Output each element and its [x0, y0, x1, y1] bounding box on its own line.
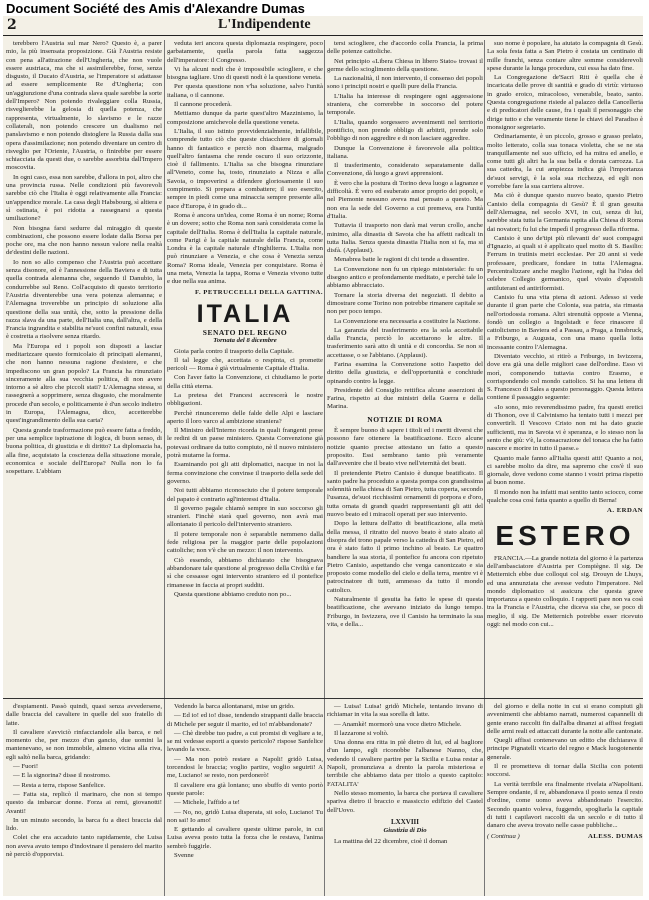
notizie-paragraph: Il pretendente Pietro Canisio è dunque beatificato. Il santo padre ha proceduto a questa pompa con grandissima solennità nella chiesa di San Pietro, tutta coperta, secondo l'usanza, de'suoi ricchissimi ornamenti di porpora e d'oro, tutta ornata di grandi quadri rappresentanti gli atti del nuovo beato ed i miracoli operati per suo intervento. [327, 469, 483, 519]
feuilleton-paragraph: — Michele, l'affido a te! [174, 799, 240, 807]
article-paragraph: Io non so allo compenso che l'Austria può accettare senza disonore, ed è l'annessione della Baviera e di tutta quella contrada alemanna che, seguendo il Danubio, la condurrebbe sul Reno. Coll'acquisto di questo territorio l'Austria diventerebbe una vera potenza alemanna; e l'Alemagna troverebbe un principio di soluzione alla questione della sua unità, che, sotto la pressione della razza slava da una parte, dell'Italia una, dall'altra, e della Francia ingrandita e stabilita ne'suoi confini naturali, essa è costretta a risolvere senza ritardo. [6, 258, 162, 341]
feuilleton-paragraph: Nello stesso momento, la barca che portava il cavaliere spariva dietro il braccio e massiccio edifizio del Castel dell'Uovo. [327, 789, 483, 814]
article-paragraph: Mettiamo dunque da parte quest'altro Mazzinismo, la composizione amichevole della questione veneta. [167, 110, 323, 126]
article-paragraph: Vi ha alcuni nodi che è impossibile sciogliere, e che bisogna tagliare. Uno di questi nodi è la questione veneta. [167, 65, 323, 82]
feuilleton-paragraph: Il cavaliere s'avviciò rinfacciandole alla barca, e nel momento che, per mezzo d'un gancio, due uomini la mantenevano, se non immobile, almeno vicina alla riva, egli saltò nella barca, gridando: [6, 728, 162, 761]
notizie-roma-heading: NOTIZIE DI ROMA [367, 414, 443, 424]
article-paragraph: La Congregazione de'Sacri Riti è quella che è incaricata delle prove di santità e grado di virtù: virtuoso in grado eroico, miracoloso, venerabile, beato, santo. Questa congregazione risiede al palazzo della Cancelleria e di predicatori delle cause, fra i quali il personaggio che dirige tutto e che veramente tiene le chiavi del Paradiso è monsignor segretario. [487, 74, 643, 131]
article-paragraph: Menabrea batte le ragioni di chi tende a dissentire. [334, 256, 469, 264]
senate-paragraph: Gioia parla contro il trasporto della Capitale. [174, 347, 294, 355]
column-1-article [6, 40, 162, 694]
article-paragraph: Diventato vecchio, si ritirò a Friburgo, in Isvizzera, dove era già una delle migliori case dell'ordine. Esso vi morì, componendo tuttavia contro Erasmo, e corrispondendo col mondo cattolico. Si ha una lettera di S. Francesco di Sales a questo personaggio. Questa lettera contiene il passaggio seguente: [487, 352, 643, 402]
feuilleton-paragraph: Quegli affissi contenevano un editto che dichiarava il principe Pignatelli vicario del regno e Mack luogotenente generale. [487, 737, 643, 761]
column-separator [164, 40, 165, 896]
article-paragraph: Quanto male fanno all'Italia questi atti! Quanto a noi, ci sarebbe molto da dire, ma sapremo che cos'è il suo giornale, dove vedono come stanno i vostri prima rispetto al buon nome. [487, 454, 643, 487]
article-paragraph: Presidente del Consiglio rettifica alcune asserzioni di Farina, rispetto ai due ministri della Guerra e della Marina. [327, 386, 483, 411]
article-paragraph: suo nome è popolare, ha aiutato la compagnia di Gesù. La sola festa fatta a San Pietro è costata un centinaio di mille franchi, senza contare altre somme considerevoli spese durante la lunga procedura, cui essa ha dato fine. [487, 40, 643, 72]
feuilleton-paragraph: — Ed io! ed io! disse, tendendo strappanti dalle braccia di Michele per seguir il marito, ed io! m'abbandonate? [167, 712, 323, 728]
feuilleton-paragraph: Il re prometteva di tornar dalla Sicilia con potenti soccorsi. [487, 763, 643, 779]
article-paragraph: In ogni caso, essa non sarebbe, d'allora in poi, altro che una provincia russa. Nelle condizioni più favorevoli sarebbe ciò che l'Italia è oggi relativamente alla Francia: un'appendice morale. La casa degli Habsbourg, sì altiera e sì ostinata, è poi ridotta a rassegnarsi a questa umiliazione? [6, 173, 162, 223]
article-paragraph: Il trasferimento, considerato separatamente dalla Convenzione, dà luogo a gravi apprensioni. [327, 162, 483, 178]
page-number: 2 [7, 17, 17, 33]
senate-paragraph: Esaminando poi gli atti diplomatici, nacque in noi la ferma convinzione che convinse il trasporto della sede del governo. [167, 461, 323, 485]
senate-paragraph: Con l'aver fatto la Convenzione, ci chiudiamo le porte della città eterna. [167, 374, 323, 390]
article-paragraph: Per questa questione non v'ha soluzione, salvo l'unità italiana, o il cannone. [167, 83, 323, 99]
feuilleton-paragraph: — E la signorina? disse il nostromo. [13, 772, 111, 780]
section-title-italia: ITALIA [196, 299, 294, 328]
feuilleton-paragraph: d'espiamenti. Passò quindi, quasi senza avvedersene, dalle braccia del cavaliere in quelle del suo fratello di latte. [6, 703, 162, 727]
feuilleton-paragraph: — Chè direbbe tuo padre, a cui promisi di vegliare a te, se mi vedesse esporti a questo pericolo? rispose Sanfelice levando la voce. [167, 729, 323, 754]
senate-paragraph: La pretesa dei Francesi accrescerà le nostre obbligazioni. [167, 391, 323, 408]
document-source-label: Document Société des Amis d'Alexandre Dumas [6, 1, 305, 16]
senate-paragraph: Il tal legge che, accettata o respinta, ci promette pericoli — Roma è già virtualmente Capitale d'Italia. [167, 356, 323, 373]
senate-paragraph: Il governo pagale chiamò sempre in suo soccorso gli stranieri. Finchè starà quel governo, non avrà mai allontanato il pericolo dell'intervento straniero. [167, 504, 323, 529]
feuilleton-paragraph: — Luisa! Luisa! gridò Michele, tentando invano di richiamar in vita la sua sorella di latte. [327, 703, 483, 719]
feuilleton-column-3 [327, 703, 483, 893]
feuilleton-paragraph: Colei che era accaduto tanto rapidamente, che Luisa non aveva avuto tempo d'indovinare il pensiero del marito nè perciò d'opporvisi. [6, 834, 162, 859]
column-separator [324, 40, 325, 896]
column-4-article [487, 40, 643, 694]
article-paragraph: Canisio fu una vita piena di azioni. Adesso si vede durante il gran parte che Colonia, sua patria, sia rimasta nell'ortodossia romana. Altri strenuità opposte a Vienna, fondò un collegio a Ingolstadt e fece rinascere il cattolicismo in Baviera ed a Passau, a Praga, a Innsbruck, a Friburgo, a Augusta, con una mano quella lotta incessante contro l'Alemagna. [487, 293, 643, 351]
article-paragraph: veduta ieri ancora questa diplomazia respingere, poco garbatamente, quella parola fatta saggezza dell'imperatore: il Congresso. [167, 40, 323, 64]
feuilleton-paragraph: La verità terribile era finalmente rivelata a'Napolitani. Sempre ondante, il re, abbandonava il posto senza il resto d'ordine, come uomo aveva abbandonato l'esercito. Secondo quanto voleva, fuggendo, spogliarla la capitale di tutti i capilavori raccolti da un secolo e di tutto il danaro che aveva trovato nelle casse pubbliche... [487, 780, 643, 830]
article-paragraph: Questa grande trasformazione può essere fatta a freddo, per una semplice ispirazione di logica, di buon senso, di buona politica, di giustizia e di diritto? La diplomazia ha, alla fine, acquistato la coscienza della situazione morale, economica e sociale dell'Europa? Nulla non lo fa sospettare. L'abbiam [6, 426, 162, 476]
article-paragraph: È vero che la postura di Torino deva luogo a lagnanze e difficoltà. È vero ed esuberato amor proprio dei popoli, e nel Piemonte nessuno aveva mai pensato a questo. Ma non era la sede del Governo a cui premeva, era l'unità d'Italia. [327, 179, 483, 220]
article-paragraph: Ordinariamente, è un piccolo, grosso e grasso prelato, molto letterato, colla sua tonaca violetta, che se ne sta tranquillamente nel suo ufficio, ed ha mitra ed anello, e come tutti gli altri ha la sua bella e dorata carrozza. La sua cattedra, la cui ampiezza indica già l'importanza de'suoi servigi, è la sola sua ricchezza, ed egli non vorrebbe fare la sua carriera altrove. [487, 133, 643, 191]
article-paragraph: L'Italia, il suo istinto provvidenzialmente, infallibile, comprende tutto ciò che queste chiacchiere di giornali hanno di fantastico e perciò non disarma, malgrado quell'altro fantasma che rende oscuro il suo orizzonte, cioè il fallimento. L'Italia sa che bisogna rinunziare all'Veneto, come ha, tosto, rinunziato a Nizza e alla Savoia, o impoverirsi a difendere gloriosamente il suo compimento. Si prepara a combattere; il suo esercito, sempre in piedi come una minaccia sempre presente alla pace d'Europa, è in grado di... [167, 127, 323, 210]
article-signature: A. ERDAN [607, 507, 643, 515]
chapter-number: LXXVIII [390, 817, 419, 826]
senate-heading: SENATO DEL REGNO [202, 327, 288, 337]
article-paragraph: terebbero l'Austria sul mar Nero? Questo è, a parer mio, la più insensata proposizione. Già l'Austria resiste con pena all'attrazione dell'Ungheria, che non vuole essere austriaca, ma che si assimilerebbe, forse, senza disgusto, il Ducato d'Austria, se l'imperatore si adattasse ad essere semplicemente Re d'Ungheria; con un'aggiunzione d'una contrada slava quale sarebbe la sorte dell'Impero? Non potendo rivaleggiare colla Russia, risveglierebbe la gelosia di quella potenza, che rappresenta, virtualmente, lo slavismo e le razze collaterali, non potendo crescere un dualismo nel panslavismo e non potendo distoglere la Russia dalla sua opera d'assimilazione; non potendo diventare un centro di risveglio per l'Oriente, l'Austria, o finirebbe per essere schiacciata da questi due, o sarebbe assorbita dall'Impero moscovita. [6, 40, 162, 172]
article-paragraph: Farina esamina la Convenzione sotto l'aspetto del diritto della giustizia, e dell'opportunità e conchiude opinando contro la legge. [327, 360, 483, 385]
article-paragraph: La nazionalità, il non intervento, il consenso dei popoli sono i principii nostri e quelli pure della Francia. [327, 75, 483, 91]
newspaper-page [3, 16, 643, 896]
feuilleton-column-2 [167, 703, 323, 893]
column-3-article [327, 40, 483, 694]
newspaper-title: L'Indipendente [218, 17, 311, 32]
article-paragraph: Non bisogna farsi sedurre dal miraggio di queste combinazioni, che possono essere lodate dalla Borsa per poche ore, ma che non hanno nessun valore nella realtà de'destini delle nazioni. [6, 224, 162, 257]
article-paragraph: Dunque la Convenzione è favorevole alla politica italiana. [327, 144, 483, 160]
feuilleton-paragraph: — Resta a terra, rispose Sanfelice. [13, 781, 106, 789]
article-paragraph: tersi sciogliere, che d'accordo colla Francia, la prima delle potenze cattoliche. [327, 40, 483, 56]
sitting-date: Tornata del 8 dicembre [213, 337, 277, 345]
feuilleton-paragraph: — Fuori! [13, 763, 39, 771]
article-paragraph: La Convenzione era necessaria a costituire la Nazione. [334, 317, 481, 325]
article-paragraph: La Convenzione non fu un ripiego ministeriale: fu un disegno antico e profondamente meditato, e perchè tale lo abbiamo abbracciato. [327, 265, 483, 290]
senate-paragraph: Ciò essendo, abbiamo dichiarato che bisognava abbandonare tale questione al progresso della Civiltà e far sì che cessasse ogni intervento straniero ed il pontefice rimanesse in faccia ai propri sudditi. [167, 556, 323, 589]
notizie-paragraph: Dopo la lettura dell'atto di beatificazione, alla metà della messa, il ritratto del nuovo beato è stato alzato al disopra del trono papale verso la cattedra di San Pietro, ed ora è stato fatto il primo inchino al beato. Le quattro bandiere la sua storia, il pontefice fu ancora con ripetuto Pietro Canisio, aspettando che venga canonizzato e sia proposto come modello del cielo e della terra, mentre vi è patrocinatore di tutti, ammesso da tutto il mondo cattolico. [327, 520, 483, 594]
feuilleton-paragraph: La mattina del 22 dicembre, cioè il doman [334, 838, 448, 846]
feuilleton-paragraph: — Fatta sta, replicò il marinaro, che non si tempo questo da imbarcar donne. Forza ai remi, giovanotti! Avanti! [6, 790, 162, 815]
feuilleton-paragraph: Il cavaliere era già lontano; uno sbuffo di vento portò queste parole: [167, 781, 323, 797]
article-paragraph: L'Italia ha interesse di respingere ogni aggressione straniera, che correrebbe in soccorso del potere temporale. [327, 92, 483, 117]
notizie-paragraph: È sempre buono di sapere i titoli ed i meriti diversi che possono fare ottenere la beatificazione. Ecco alcune notizie quanto precise attestano un fatto a questo proposito. Essi sembrano tanto più veramente dall'avvenire che il beato vive nell'eternità dei beati. [327, 427, 483, 468]
feuilleton-paragraph: — No, no, gridò Luisa disperata, sii solo, Luciano! Tu non sai! Io amo! [167, 808, 323, 824]
feuilleton-paragraph: Svenne [174, 852, 194, 860]
article-paragraph: «Io sono, mio reverendissimo padre, fra questi eretici di Thonon, ove il Calvinismo ha tentato tutti i mezzi per convertirli. Il Vescovo Cristo non mi ha dato grazie sufficienti, ma in Savoia vi è speranza, e lo stesso non la sento che giù: v'è, la consacrazione del tonaca che ha fatto nascere e morire in tutto il paese.» [487, 403, 643, 453]
chapter-title: Giustizia di Dio [383, 827, 427, 835]
article-paragraph: Il cannone procederà. [174, 101, 232, 109]
feuilleton-paragraph: del giorno e della notte in cui si erano compiuti gli avvenimenti che abbiamo narrati, numerosi capannelli di gente erano raccolti fin dall'alba dinanzi ai affissi fregiati delle armi reali ed attaccati durante la notte alle cantonate. [487, 703, 643, 735]
article-paragraph: Ma l'Europa ed i popoli son disposti a lasciar meditarizzare questo formicolaio di principati alemanni, che non hanno nessuna ragione d'esistere, e che impediscono un gran popolo? La Francia ha rinunziato sinceramente alla sua vecchia politica, di non avere intorno a sè altro che piccoli stati? L'Alemagna stessa, si rassegnerà a sopprimere, senza disgusto, che moralmente procede d'un secolo, e politicamente è d'un secolo indietro in Europa, l'Alemagna, dico, accetterebbe quest'ingrandimento della sua carta? [6, 342, 162, 425]
feuilleton-paragraph: — Ma non potrò restare a Napoli! gridò Luisa, torcendosi le braccia; voglio partire, voglio seguirti! A me, Luciano! se resto, non perdonerò! [167, 755, 323, 780]
article-paragraph: Roma è ancora un'idea, come Roma è un nome; Roma è un dovere; sotto che Roma non sarà considerata come la capitale dell'Italia. Roma è dell'Italia la capitale naturale, come Parigi è la capitale naturale della Francia, come Londra è la capitale naturale d'Inghilterra. L'Italia non può rinunziare a Venezia, e che cosa è Venezia senza Roma? Roma ideale, Venezia per conquistare. Roma è una meta, Venezia la tappa, Roma e Venezia vivono tutte e due nella sua anima. [167, 211, 323, 286]
article-paragraph: Ma ciò è dunque questo nuovo beato, questo Pietro Canisio della compagnia di Gesù? È il gran gesuita dell'Alemagna, nel secolo XVI, in cui, senza di lui, sarebbe stata tutta la Germania rapita alla Chiesa di Roma dai novatori; fu lui che impedì il progresso della riforma. [487, 192, 643, 233]
article-paragraph: Tuttavia il trasporto non darà mai verun crollo, anche minimo, alla dinastia di Savoia che ha affetti radicali in tutta Italia. Senza questa dinastia l'Italia non si fa, ma si disfà. (Applausi). [327, 222, 483, 255]
continua-label: ( Continua ) [487, 833, 520, 841]
feuilleton-paragraph: Il lazzarone si voltò. [334, 729, 389, 737]
feuilleton-paragraph: Vedendo la barca allontanarsi, mise un grido. [174, 703, 295, 710]
senate-paragraph: Questa questione abbiamo creduto non po... [174, 590, 292, 598]
article-signature: F. PETRUCCELLI DELLA GATTINA. [194, 288, 323, 296]
feuilleton-paragraph: Una donna era ritta in piè dietro di lui, ed al bagliore d'un lampo, egli riconobbe l'albanese Nanno, che, vedendo il cavaliere partire per la Sicilia e Luisa restar a Napoli, pronunziava a drento la parola misteriosa e terribile che abbiamo data per titolo a questo capitolo: FATALITA' [327, 739, 483, 788]
senate-paragraph: Il Ministro dell'Interno ricorda in quali frangenti prese le redini di un paese ministero. Questa Convenzione già potevasi ordinare da tutto compiuto, nè il nuovo ministero potrà mutarne la forma. [167, 427, 323, 460]
senate-paragraph: Perchè rinunceremo delle falde delle Alpi e lasciare aperto il loro varco al ambizione straniera? [167, 409, 323, 425]
article-paragraph: L'Italia, quando sorgessero avvenimenti nel territorio pontificio, non prende obbligo di arbitrii, prende solo l'obbligo di non aggredire e di non lasciare aggredire. [327, 118, 483, 143]
feuilleton-column-4 [487, 703, 643, 893]
feuilleton-paragraph: In un minuto secondo, la barca fu a dieci braccia dal lido. [6, 816, 162, 833]
feuilleton-divider [3, 698, 643, 699]
feuilleton-footer [487, 833, 643, 841]
senate-paragraph: Noi tutti abbiamo riconosciuto che il potere temporale del papato è contrario agl'interessi d'Italia. [167, 487, 323, 503]
masthead [3, 16, 643, 36]
section-title-estero: ESTERO [495, 519, 635, 551]
notizie-paragraph: Naturalmente il gesuita ha fatto le spese di questa beatificazione, che avevano iniziato da lungo tempo. Friburgo, in Isvizzera, ove il Canisio ha terminato la sua vita, e della... [327, 596, 483, 628]
feuilleton-column-1 [6, 703, 162, 893]
estero-paragraph: FRANCIA.—La grande notizia del giorno è la partenza dell'ambasciatore d'Austria per Compiègne. Il sig. De Metternich ebbe due colloqui col sig. Drouyn de Lhuys, ed una annunziata che avesse veduto l'imperatore. Nel mondo diplomatico si assicura che questa grave importanza a questo colloquio. I rapporti pare non va così tra la Francia e l'Austria, che diceva sia che, se poco di meglio, il sig. De Metternich potrebbe esser ricevuto oggi: nel modo con cui... [487, 554, 643, 628]
feuilleton-paragraph: E gettando al cavaliere queste ultime parole, in cui Luisa aveva posto tutta la forza che le restava, l'anima sembrò fuggirle. [167, 826, 323, 850]
feuilleton-author: ALESS. DUMAS [587, 833, 643, 841]
column-separator [484, 40, 485, 896]
article-paragraph: Nei principio «Libera Chiesa in libero Stato» trovasi il germe dello scioglimento della questione. [327, 57, 483, 73]
article-paragraph: Canisio è uno de'tipi più rilevanti de' suoi compagni d'Ignazio, ai quali si è applicato quel motto di S. Basilio: Ferrum in trutinis metri ecclesiae. Per 20 anni si vede professare, predicare, fondare in tutta l'Alemagna. Percentralizzare anche meglio l'azione, egli ha l'idea del celebre Collegio germanico, quel vivaio d'apostoli antiluterani ed antiriformisti. [487, 234, 643, 292]
article-paragraph: Il mondo non ha infatti mai sentito tanto sciocco, come qualche cosa così fatta quanto a quello di Berna! [487, 488, 643, 505]
article-paragraph: Tornare la storia diversa dei negoziati. Il debito a dimostrare come Torino non potrebbe rimanere capitale se non per poco tempo. [327, 291, 483, 316]
feuilleton-paragraph: — Anamkè! mormorò una voce dietro Michele. [334, 720, 462, 728]
senate-paragraph: Il potere temporale non è separabile nemmeno dalla fede religiosa per la maggior parte delle popolazioni cattoliche; non v'è che un mezzo: il non intervento. [167, 530, 323, 555]
column-2-article [167, 40, 323, 694]
article-paragraph: La garanzia del trasferimento era la sola accettabile dalla Francia, perciò lo accettarono le altre. Il trasferimento sarà atto di unità e di concordia. Se non si accettasse, o se l'abbiano. (Applausi). [327, 326, 483, 359]
